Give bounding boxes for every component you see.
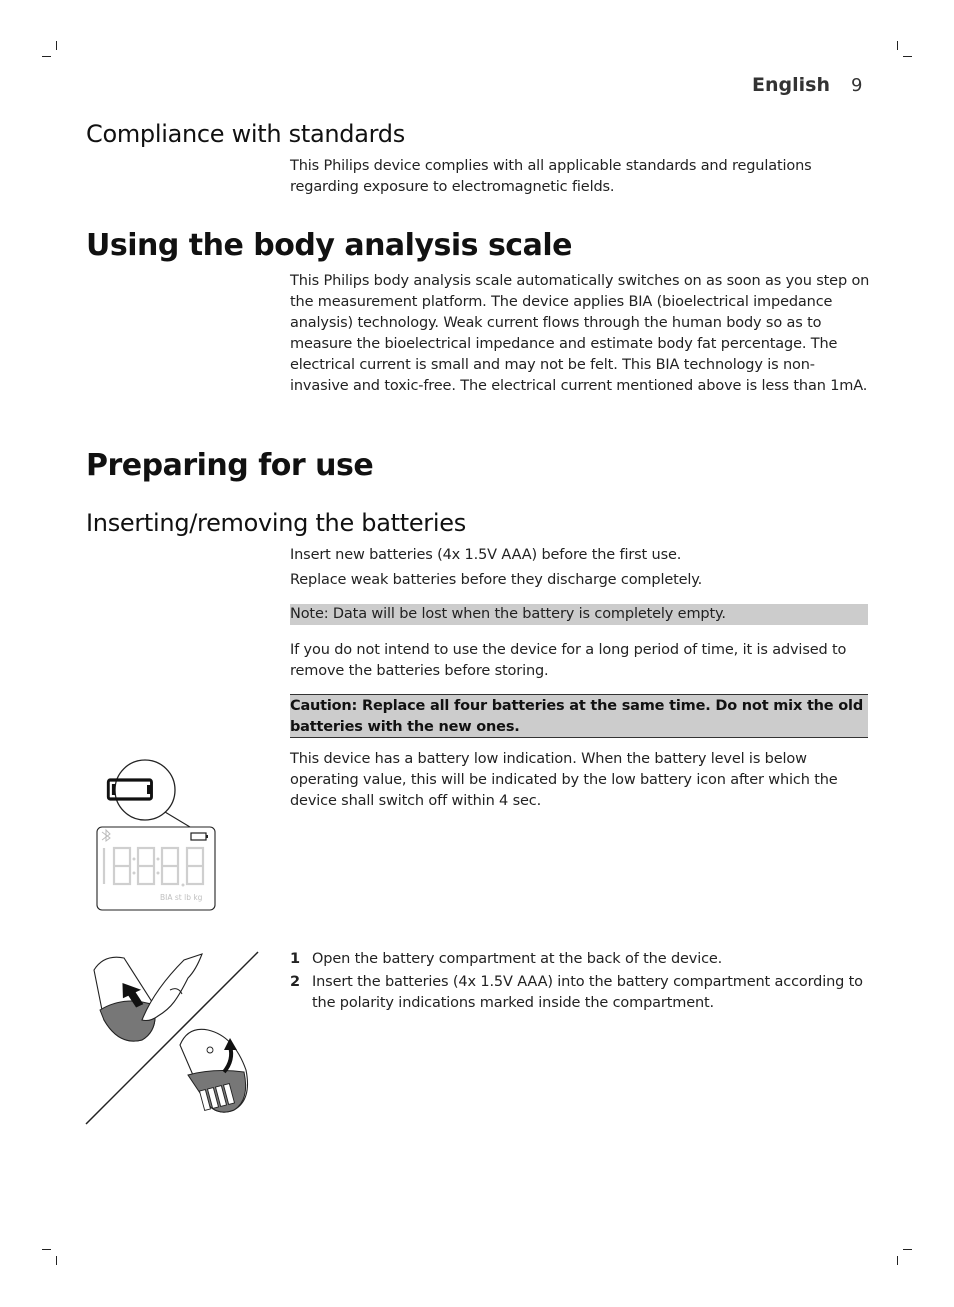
note-box: Note: Data will be lost when the battery is completely empty. xyxy=(290,604,868,625)
compliance-text: This Philips device complies with all applicable standards and regulations regarding exposure to electromagnetic fields. xyxy=(290,158,812,195)
step-number: 1 xyxy=(290,951,300,967)
preparing-heading: Preparing for use xyxy=(86,448,374,483)
using-text: This Philips body analysis scale automatically switches on as soon as you step on the measurement platform. The device applies BIA (bioelectrical impedance analysis) technology. Weak current flows through the human body so as to measure the bioelectrical impedance and estimate body fat percentage. The electrical current is small and may not be felt. This BIA technology is non-invasive and toxic-free. The electrical current mentioned above is less than 1mA. xyxy=(290,273,870,394)
display-illustration xyxy=(90,750,220,915)
battery-compartment-illustration xyxy=(84,950,260,1128)
step-text: Open the battery compartment at the back of the device. xyxy=(312,951,723,967)
paragraph-storage: If you do not intend to use the device for a long period of time, it is advised to remove the batteries before storing. xyxy=(290,642,847,679)
crop-mark xyxy=(56,1256,57,1265)
paragraph-low-battery: This device has a battery low indication. When the battery level is below operating value, this will be indicated by the low battery icon after which the device shall switch off within 4 sec. xyxy=(290,751,838,809)
crop-mark xyxy=(56,41,57,50)
crop-mark xyxy=(897,1256,898,1265)
crop-mark xyxy=(903,1249,912,1250)
crop-mark xyxy=(42,1249,51,1250)
crop-mark xyxy=(42,56,51,57)
step-1 xyxy=(290,949,868,970)
caution-box: Caution: Replace all four batteries at the same time. Do not mix the old batteries with the new ones. xyxy=(290,694,868,738)
compliance-heading: Compliance with standards xyxy=(86,120,405,148)
step-text: Insert the batteries (4x 1.5V AAA) into the battery compartment according to the polarity indications marked inside the compartment. xyxy=(312,974,863,1011)
paragraph-replace: Replace weak batteries before they discharge completely. xyxy=(290,572,703,588)
header-language: English xyxy=(752,74,830,96)
step-2 xyxy=(290,972,868,1014)
page-number: 9 xyxy=(851,75,863,96)
using-heading: Using the body analysis scale xyxy=(86,228,572,263)
crop-mark xyxy=(903,56,912,57)
crop-mark xyxy=(897,41,898,50)
batteries-subheading: Inserting/removing the batteries xyxy=(86,509,466,537)
step-number: 2 xyxy=(290,974,300,990)
units-label: BIA st lb kg xyxy=(160,893,203,902)
paragraph-insert: Insert new batteries (4x 1.5V AAA) before the first use. xyxy=(290,547,682,563)
